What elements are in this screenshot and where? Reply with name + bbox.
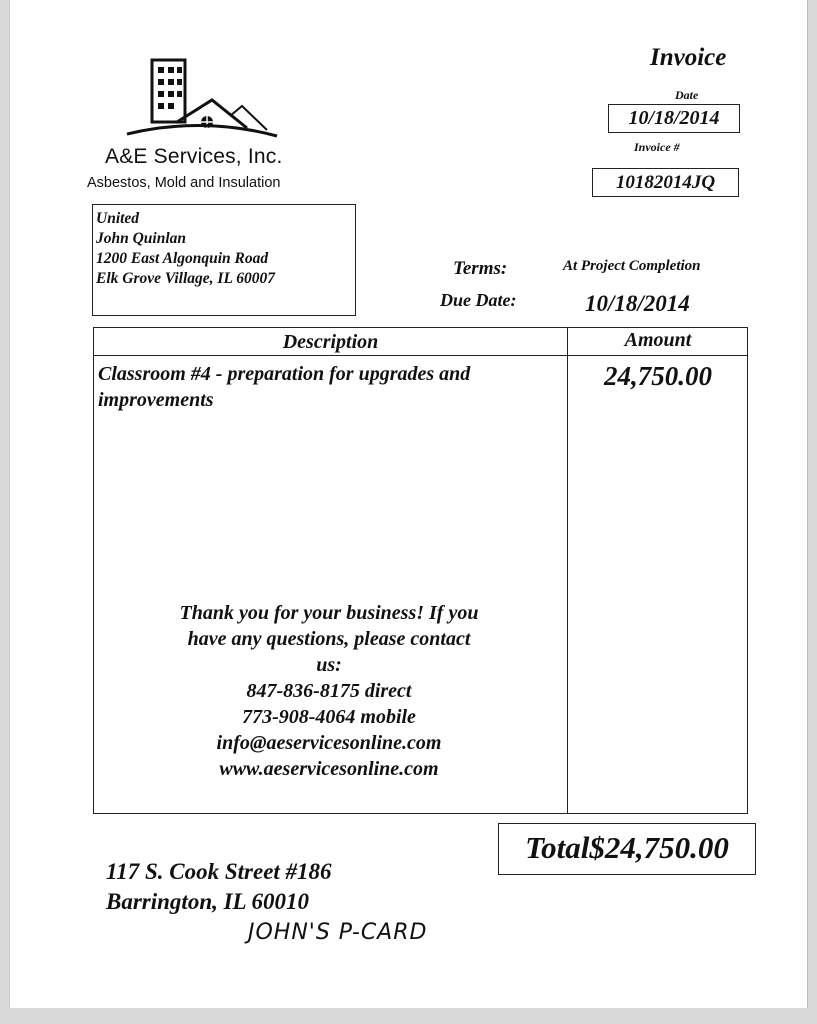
terms-value: At Project Completion — [563, 258, 701, 274]
company-tagline: Asbestos, Mold and Insulation — [87, 175, 281, 191]
address-line: Barrington, IL 60010 — [106, 889, 310, 914]
building-house-logo-icon — [122, 58, 282, 140]
line-item-amount: 24,750.00 — [604, 361, 712, 391]
address-line: 117 S. Cook Street #186 — [106, 859, 332, 884]
invoice-number: 10182014JQ — [592, 168, 739, 197]
date-label: Date — [675, 88, 699, 102]
thank-you-note — [94, 600, 564, 782]
bill-to-line: United — [96, 210, 140, 227]
invoice-page — [10, 0, 807, 1008]
column-divider — [567, 328, 568, 813]
phone-direct: 847-836-8175 direct — [246, 680, 412, 702]
company-name: A&E Services, Inc. — [105, 145, 283, 168]
contact-email: info@aeservicesonline.com — [216, 732, 442, 754]
thanks-line: us: — [316, 654, 342, 676]
phone-mobile: 773-908-4064 mobile — [242, 706, 416, 728]
invoice-date: 10/18/2014 — [608, 104, 740, 133]
invoice-total: Total$24,750.00 — [525, 830, 729, 865]
invoice-title: Invoice — [650, 44, 727, 71]
total-box — [498, 823, 756, 875]
bill-to-line: 1200 East Algonquin Road — [96, 250, 269, 267]
due-date-label: Due Date: — [440, 290, 517, 310]
bill-to-box — [92, 204, 356, 316]
header-divider — [94, 355, 747, 356]
thanks-line: have any questions, please contact — [187, 628, 471, 650]
terms-label: Terms: — [453, 258, 508, 279]
amount-header: Amount — [624, 329, 692, 351]
line-items-table — [93, 327, 748, 814]
bill-to-line: John Quinlan — [96, 230, 187, 247]
company-address — [106, 857, 332, 917]
invoice-number-label: Invoice # — [634, 140, 680, 154]
contact-website: www.aeservicesonline.com — [219, 758, 439, 780]
thanks-line: Thank you for your business! If you — [179, 602, 479, 624]
description-header: Description — [282, 331, 379, 353]
line-item-description: Classroom #4 - preparation for upgrades and improvements — [98, 363, 471, 411]
due-date-value: 10/18/2014 — [585, 291, 690, 316]
handwritten-note: JOHN'S P-CARD — [248, 920, 428, 945]
bill-to-line: Elk Grove Village, IL 60007 — [96, 270, 275, 287]
